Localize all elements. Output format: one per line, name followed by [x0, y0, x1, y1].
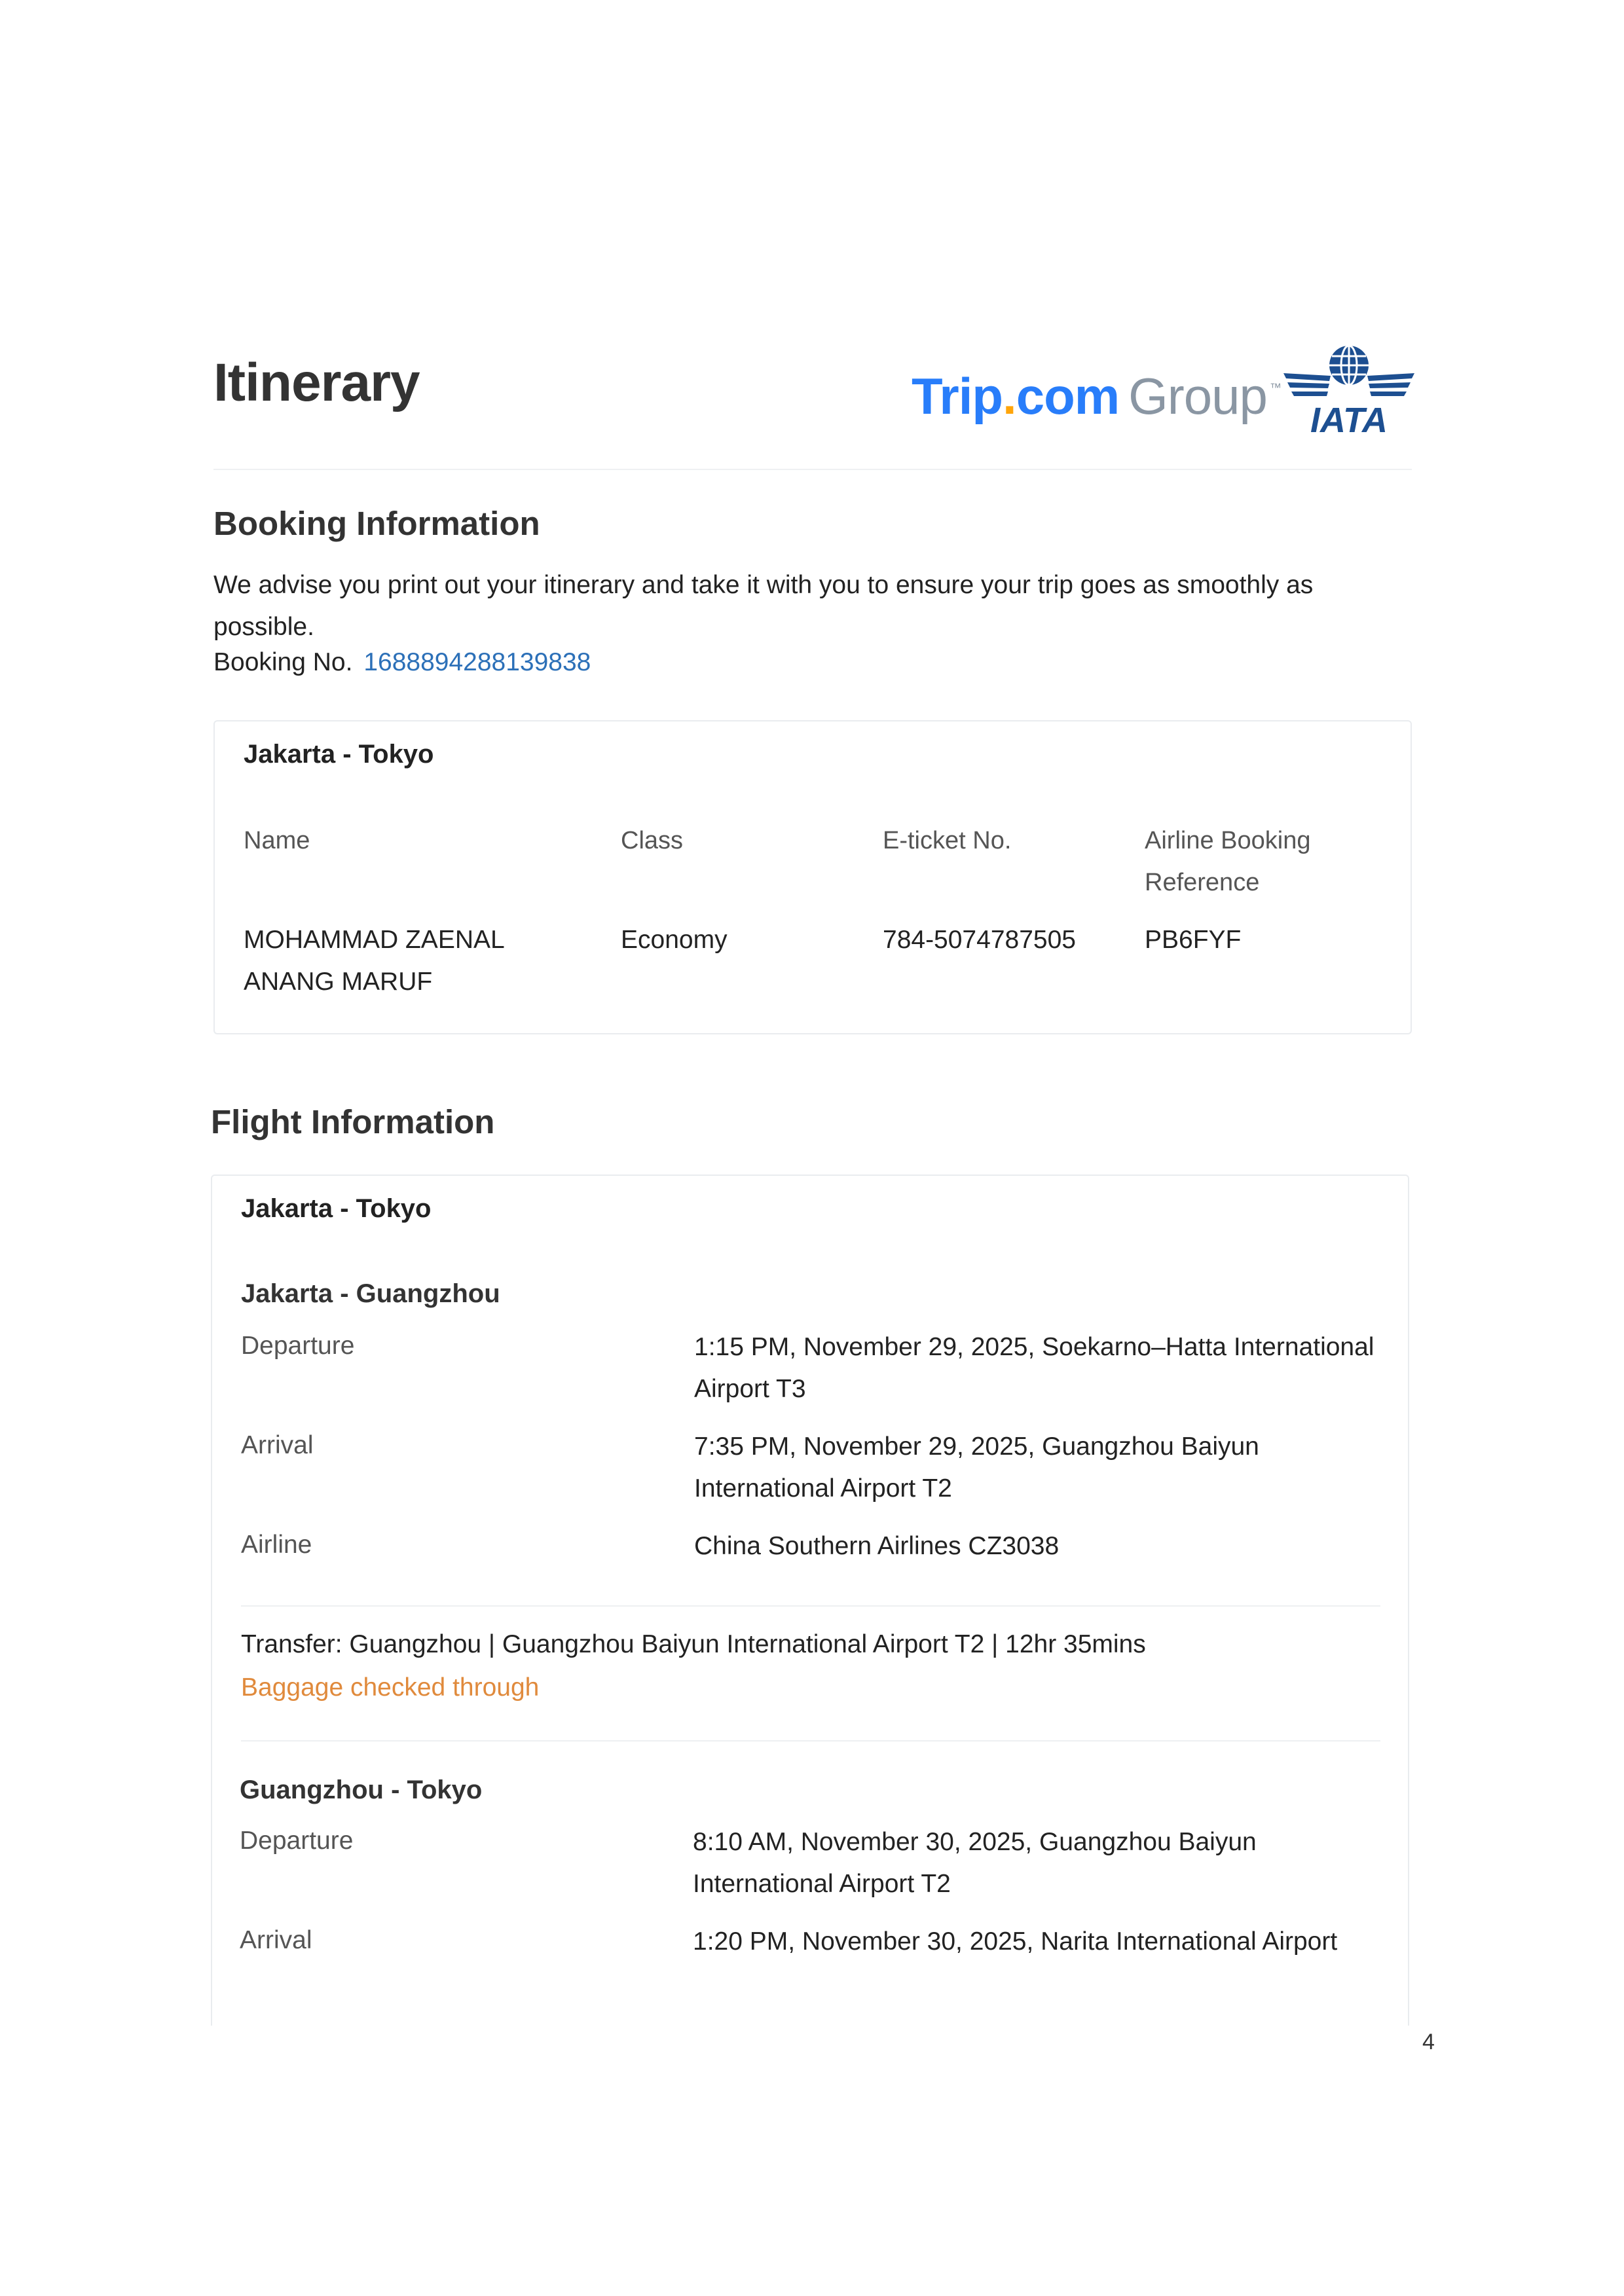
logo-trademark: ™ — [1269, 381, 1281, 394]
airline-value: China Southern Airlines CZ3038 — [694, 1532, 1060, 1560]
column-header-class: Class — [621, 827, 684, 854]
logo-group-text: Group — [1128, 367, 1267, 425]
airline-booking-reference: PB6FYF — [1145, 926, 1242, 954]
iata-logo-icon — [1283, 340, 1414, 439]
booking-card — [213, 720, 1412, 1034]
flight-card-route: Jakarta - Tokyo — [241, 1194, 432, 1223]
departure-label: Departure — [240, 1827, 354, 1855]
airline-label: Airline — [241, 1531, 312, 1559]
passenger-name: MOHAMMAD ZAENAL ANANG MARUF — [244, 926, 504, 996]
booking-number-label: Booking No. — [213, 648, 353, 676]
leg-title: Guangzhou - Tokyo — [240, 1776, 483, 1804]
departure-label: Departure — [241, 1332, 355, 1360]
header-divider — [213, 469, 1412, 470]
logo-trip-text: Trip — [912, 367, 1003, 425]
booking-number-line — [213, 648, 591, 677]
leg-title: Jakarta - Guangzhou — [241, 1279, 500, 1308]
column-header-eticket: E-ticket No. — [883, 827, 1012, 854]
transfer-divider-top — [241, 1605, 1380, 1607]
page-title: Itinerary — [213, 353, 420, 412]
column-header-booking-reference: Airline Booking Reference — [1145, 827, 1311, 896]
booking-section-title: Booking Information — [213, 505, 540, 542]
flight-section-title: Flight Information — [211, 1103, 495, 1140]
iata-logo-text: IATA — [1310, 401, 1388, 439]
arrival-value: 1:20 PM, November 30, 2025, Narita International Airport — [693, 1927, 1338, 1956]
eticket-number: 784-5074787505 — [883, 926, 1076, 954]
logo-com-text: com — [1016, 367, 1120, 425]
booking-card-route: Jakarta - Tokyo — [244, 740, 434, 769]
departure-value: 1:15 PM, November 29, 2025, Soekarno–Hatta International Airport T3 — [694, 1333, 1375, 1403]
tripcom-group-logo — [912, 367, 1281, 426]
departure-value: 8:10 AM, November 30, 2025, Guangzhou Baiyun International Airport T2 — [693, 1828, 1257, 1898]
transfer-divider-bottom — [241, 1740, 1380, 1741]
baggage-status: Baggage checked through — [241, 1673, 540, 1702]
arrival-label: Arrival — [240, 1926, 312, 1954]
booking-advice-text: We advise you print out your itinerary and take it with you to ensure your trip goes as smoothly as possible. — [213, 571, 1314, 641]
logo-dot-text: . — [1003, 367, 1016, 425]
transfer-info: Transfer: Guangzhou | Guangzhou Baiyun International Airport T2 | 12hr 35mins — [241, 1630, 1146, 1658]
arrival-label: Arrival — [241, 1431, 314, 1459]
arrival-value: 7:35 PM, November 29, 2025, Guangzhou Baiyun International Airport T2 — [694, 1432, 1259, 1503]
booking-number-link[interactable]: 1688894288139838 — [363, 648, 591, 676]
passenger-class: Economy — [621, 926, 728, 954]
flight-card — [211, 1175, 1409, 2026]
column-header-name: Name — [244, 827, 310, 854]
page-number: 4 — [1422, 2030, 1435, 2054]
